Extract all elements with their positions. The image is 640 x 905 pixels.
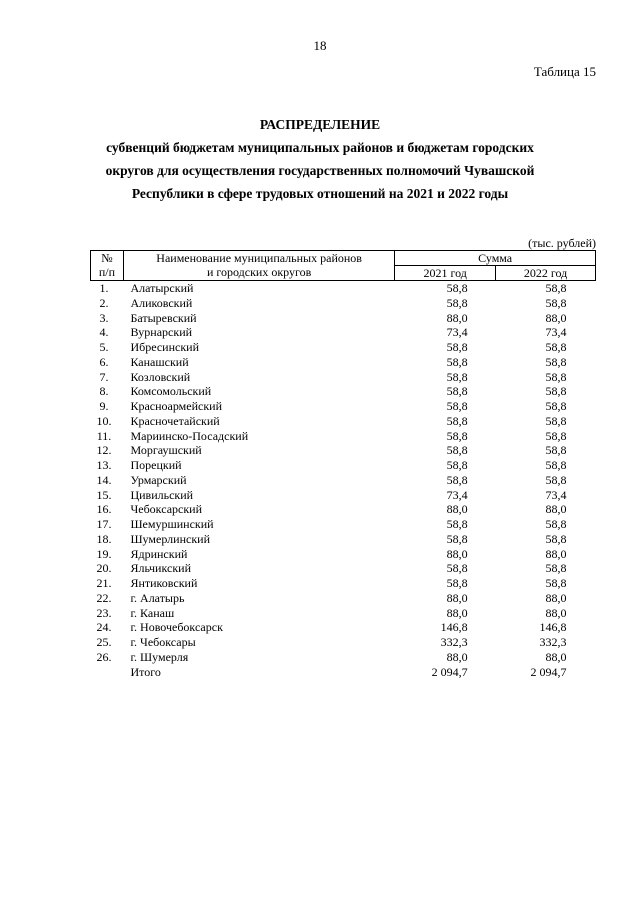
row-number: 19. bbox=[96, 546, 112, 561]
row-name: Шумерлинский bbox=[130, 531, 210, 546]
table-row bbox=[91, 311, 596, 326]
table-row bbox=[91, 606, 596, 621]
row-name: Моргаушский bbox=[130, 443, 202, 458]
row-name: Красночетайский bbox=[130, 413, 220, 428]
row-value-2022: 58,8 bbox=[545, 428, 567, 443]
table-row bbox=[91, 650, 596, 665]
row-value-2022: 88,0 bbox=[545, 310, 567, 325]
table-row bbox=[91, 355, 596, 370]
header-name-line1: Наименование муниципальных районов bbox=[156, 251, 362, 265]
document-title bbox=[0, 113, 640, 205]
total-label: Итого bbox=[130, 664, 161, 679]
row-name: г. Новочебоксарск bbox=[130, 620, 223, 635]
table-row bbox=[91, 399, 596, 414]
row-name: Ядринский bbox=[130, 546, 188, 561]
title-line-2: субвенций бюджетам муниципальных районов и бюджетам городских bbox=[106, 140, 534, 155]
row-name: Красноармейский bbox=[130, 399, 223, 413]
row-number: 1. bbox=[99, 281, 109, 295]
table-row bbox=[91, 488, 596, 503]
row-value-2021: 58,8 bbox=[446, 443, 468, 458]
table-row bbox=[91, 414, 596, 429]
table-row bbox=[91, 532, 596, 547]
header-year-2022: 2022 год bbox=[496, 266, 596, 281]
row-value-2022: 58,8 bbox=[545, 384, 567, 399]
row-number: 22. bbox=[96, 590, 112, 605]
row-number: 8. bbox=[99, 384, 109, 399]
header-year-2021: 2021 год bbox=[395, 266, 496, 281]
row-value-2022: 58,8 bbox=[545, 340, 567, 354]
row-number: 25. bbox=[96, 635, 112, 649]
row-value-2022: 88,0 bbox=[545, 502, 567, 517]
row-value-2021: 88,0 bbox=[446, 502, 468, 517]
total-2022: 2 094,7 bbox=[530, 664, 567, 679]
units-label: (тыс. рублей) bbox=[528, 236, 596, 250]
row-value-2021: 146,8 bbox=[440, 620, 468, 635]
row-name: Порецкий bbox=[130, 458, 182, 472]
title-heading: РАСПРЕДЕЛЕНИЕ bbox=[259, 117, 381, 132]
table-row bbox=[91, 429, 596, 444]
row-value-2021: 58,8 bbox=[446, 369, 468, 384]
table-row bbox=[91, 635, 596, 650]
row-number: 2. bbox=[99, 295, 109, 310]
row-value-2022: 73,4 bbox=[545, 487, 567, 502]
row-value-2022: 73,4 bbox=[545, 325, 567, 340]
row-name: Аликовский bbox=[130, 295, 193, 310]
table-row bbox=[91, 561, 596, 576]
row-number: 5. bbox=[99, 340, 109, 354]
table-row bbox=[91, 517, 596, 532]
row-name: Канашский bbox=[130, 354, 189, 369]
header-name-line2: и городских округов bbox=[206, 265, 312, 279]
row-value-2022: 58,8 bbox=[545, 399, 567, 413]
table-row bbox=[91, 502, 596, 517]
row-number: 15. bbox=[96, 487, 112, 502]
table-row bbox=[91, 370, 596, 385]
row-value-2021: 58,8 bbox=[446, 531, 468, 546]
table-label: Таблица 15 bbox=[533, 64, 596, 79]
row-number: 4. bbox=[99, 325, 109, 340]
row-value-2022: 58,8 bbox=[545, 561, 567, 576]
row-number: 7. bbox=[99, 369, 109, 384]
row-value-2021: 58,8 bbox=[446, 340, 468, 354]
row-name: г. Шумерля bbox=[130, 649, 189, 664]
row-value-2021: 58,8 bbox=[446, 354, 468, 369]
row-name: Мариинско-Посадский bbox=[130, 428, 249, 443]
row-value-2021: 332,3 bbox=[440, 635, 468, 649]
row-value-2022: 88,0 bbox=[545, 546, 567, 561]
table-row bbox=[91, 384, 596, 399]
header-number-line1: № bbox=[101, 251, 113, 265]
row-name: Урмарский bbox=[130, 472, 187, 487]
row-value-2021: 58,8 bbox=[446, 384, 468, 399]
row-value-2022: 58,8 bbox=[545, 531, 567, 546]
row-number: 21. bbox=[96, 576, 112, 590]
table-row bbox=[91, 576, 596, 591]
row-number: 13. bbox=[96, 458, 112, 472]
row-name: Янтиковский bbox=[130, 576, 198, 590]
row-value-2022: 332,3 bbox=[539, 635, 567, 649]
row-value-2022: 58,8 bbox=[545, 458, 567, 472]
row-value-2021: 58,8 bbox=[446, 281, 468, 295]
row-value-2022: 58,8 bbox=[545, 281, 567, 295]
table-row bbox=[91, 325, 596, 340]
row-value-2021: 58,8 bbox=[446, 413, 468, 428]
row-name: Алатырский bbox=[130, 281, 194, 295]
table-row bbox=[91, 620, 596, 635]
row-value-2022: 88,0 bbox=[545, 649, 567, 664]
row-name: Шемуршинский bbox=[130, 517, 214, 531]
title-line-4: Республики в сфере трудовых отношений на 2021 и 2022 годы bbox=[131, 186, 509, 201]
row-value-2021: 73,4 bbox=[446, 325, 468, 340]
row-value-2021: 58,8 bbox=[446, 517, 468, 531]
row-name: Батыревский bbox=[130, 310, 197, 325]
row-number: 16. bbox=[96, 502, 112, 517]
table-row bbox=[91, 340, 596, 355]
row-number: 9. bbox=[99, 399, 109, 413]
row-value-2022: 58,8 bbox=[545, 354, 567, 369]
row-name: Чебоксарский bbox=[130, 502, 203, 517]
row-value-2021: 88,0 bbox=[446, 590, 468, 605]
row-value-2022: 88,0 bbox=[545, 605, 567, 620]
row-number: 18. bbox=[96, 531, 112, 546]
table-row bbox=[91, 547, 596, 562]
row-value-2021: 58,8 bbox=[446, 458, 468, 472]
row-number: 17. bbox=[96, 517, 112, 531]
header-name bbox=[123, 251, 394, 281]
row-name: г. Алатырь bbox=[130, 590, 185, 605]
header-number bbox=[91, 251, 124, 281]
row-name: Козловский bbox=[130, 369, 191, 384]
row-number: 12. bbox=[96, 443, 112, 458]
page-number: 18 bbox=[313, 38, 327, 53]
row-name: г. Канаш bbox=[130, 605, 175, 620]
row-value-2021: 58,8 bbox=[446, 428, 468, 443]
row-value-2021: 58,8 bbox=[446, 295, 468, 310]
row-value-2021: 58,8 bbox=[446, 399, 468, 413]
row-value-2021: 73,4 bbox=[446, 487, 468, 502]
row-number: 14. bbox=[96, 472, 112, 487]
table-row bbox=[91, 296, 596, 311]
header-number-line2: п/п bbox=[98, 265, 116, 279]
row-name: Яльчикский bbox=[130, 561, 191, 576]
total-row bbox=[91, 665, 596, 680]
table-body bbox=[91, 281, 596, 680]
row-value-2021: 88,0 bbox=[446, 546, 468, 561]
table-row bbox=[91, 443, 596, 458]
row-number: 26. bbox=[96, 649, 112, 664]
row-value-2021: 88,0 bbox=[446, 605, 468, 620]
row-number: 23. bbox=[96, 605, 112, 620]
table-row bbox=[91, 591, 596, 606]
row-value-2022: 58,8 bbox=[545, 576, 567, 590]
table-row bbox=[91, 458, 596, 473]
row-number: 3. bbox=[99, 310, 109, 325]
row-number: 11. bbox=[96, 428, 112, 443]
row-value-2022: 58,8 bbox=[545, 472, 567, 487]
row-value-2022: 58,8 bbox=[545, 295, 567, 310]
row-value-2021: 58,8 bbox=[446, 561, 468, 576]
table-row bbox=[91, 473, 596, 488]
row-value-2022: 146,8 bbox=[539, 620, 567, 635]
row-number: 24. bbox=[96, 620, 112, 635]
row-value-2022: 58,8 bbox=[545, 443, 567, 458]
total-2021: 2 094,7 bbox=[431, 664, 468, 679]
table-row bbox=[91, 281, 596, 296]
row-name: Вурнарский bbox=[130, 325, 193, 340]
row-value-2021: 88,0 bbox=[446, 649, 468, 664]
row-value-2022: 58,8 bbox=[545, 517, 567, 531]
row-name: Цивильский bbox=[130, 487, 194, 502]
row-value-2021: 88,0 bbox=[446, 310, 468, 325]
row-value-2021: 58,8 bbox=[446, 576, 468, 590]
row-name: Комсомольский bbox=[130, 384, 212, 399]
row-value-2021: 58,8 bbox=[446, 472, 468, 487]
distribution-table bbox=[90, 250, 596, 679]
row-value-2022: 88,0 bbox=[545, 590, 567, 605]
header-sum: Сумма bbox=[395, 251, 596, 266]
row-value-2022: 58,8 bbox=[545, 369, 567, 384]
row-number: 6. bbox=[99, 354, 109, 369]
row-number: 10. bbox=[96, 413, 112, 428]
row-value-2022: 58,8 bbox=[545, 413, 567, 428]
title-line-3: округов для осуществления государственных полномочий Чувашской bbox=[105, 163, 535, 178]
row-name: Ибресинский bbox=[130, 340, 200, 354]
row-number: 20. bbox=[96, 561, 112, 576]
row-name: г. Чебоксары bbox=[130, 635, 196, 649]
